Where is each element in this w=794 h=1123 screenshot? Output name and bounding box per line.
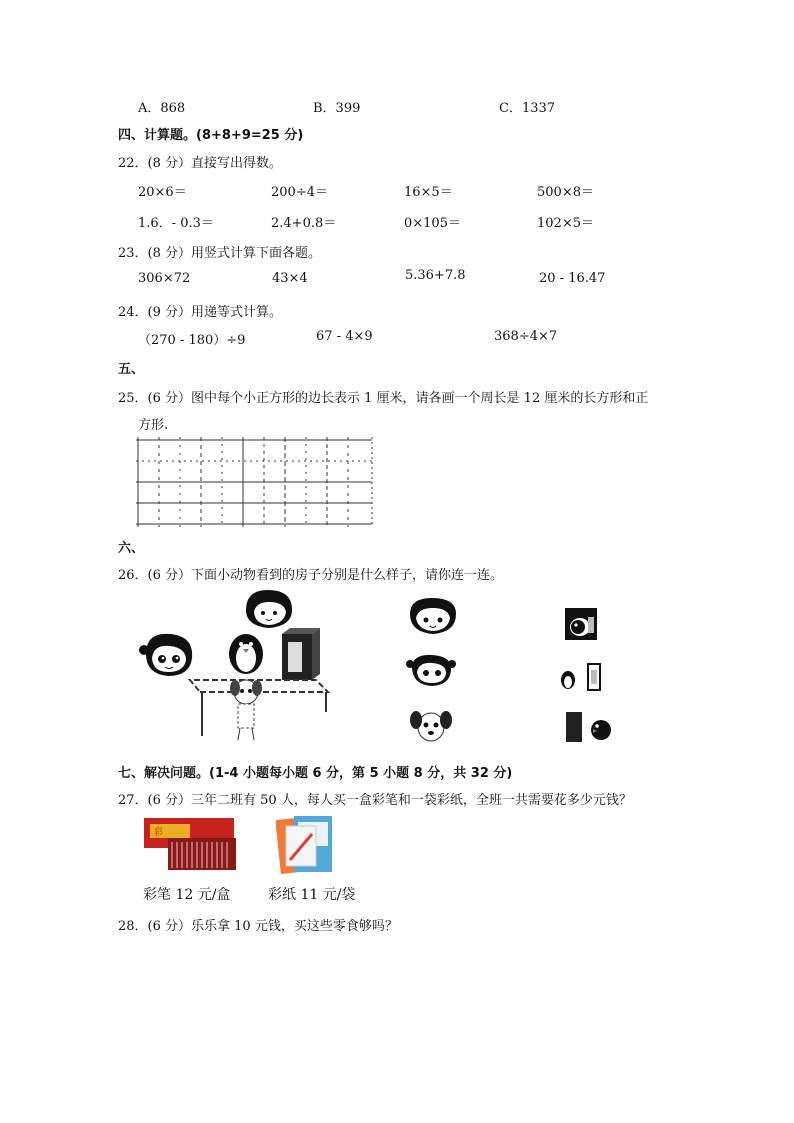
q22-item: 500×8＝ bbox=[537, 185, 594, 200]
q22-item: 20×6＝ bbox=[138, 185, 187, 200]
penguin-beside-house-view-icon bbox=[558, 662, 604, 692]
q24-item: （270 - 180）÷9 bbox=[138, 333, 246, 348]
q22-item: 16×5＝ bbox=[404, 185, 453, 200]
q22-item: 1.6．- 0.3＝ bbox=[138, 216, 214, 231]
penguin-icon bbox=[229, 634, 263, 674]
choice-b: B．399 bbox=[313, 101, 361, 116]
q22-stem: 22．(8 分）直接写出得数。 bbox=[118, 156, 283, 171]
girl-face-side-icon bbox=[139, 634, 192, 676]
dog-face-icon bbox=[409, 708, 453, 744]
girl-face-small-icon bbox=[406, 652, 456, 688]
choice-a: A．868 bbox=[138, 101, 186, 116]
q23-item: 306×72 bbox=[138, 271, 191, 286]
q24-item: 67 - 4×9 bbox=[316, 329, 373, 344]
animals-around-house-scene bbox=[138, 588, 338, 750]
svg-text:彩: 彩 bbox=[154, 828, 164, 838]
q22-item: 0×105＝ bbox=[404, 216, 461, 231]
girl-face-icon bbox=[246, 590, 292, 628]
house-with-penguin-view-icon bbox=[564, 607, 598, 641]
section-6-title: 六、 bbox=[118, 541, 145, 556]
section-7-title: 七、解决问题。(1-4 小题每小题 6 分，第 5 小题 8 分，共 32 分) bbox=[118, 766, 513, 781]
dog-icon bbox=[230, 680, 262, 740]
q28-stem: 28．(6 分）乐乐拿 10 元钱，买这些零食够吗？ bbox=[118, 919, 398, 934]
q24-stem: 24．(9 分）用递等式计算。 bbox=[118, 305, 283, 320]
q25-stem-line1: 25．(6 分）图中每个小正方形的边长表示 1 厘米，请各画一个周长是 12 厘米的长方形和正 bbox=[118, 391, 649, 406]
q26-stem: 26．(6 分）下面小动物看到的房子分别是什么样子，请你连一连。 bbox=[118, 568, 504, 583]
q23-item: 5.36+7.8 bbox=[405, 268, 466, 283]
paper-price-caption: 彩纸 11 元/袋 bbox=[268, 887, 356, 903]
q22-item: 2.4+0.8＝ bbox=[271, 216, 337, 231]
girl-face-front-icon bbox=[406, 596, 460, 636]
q22-item: 102×5＝ bbox=[537, 216, 594, 231]
q24-item: 368÷4×7 bbox=[494, 329, 558, 344]
colored-pen-box-icon bbox=[142, 814, 238, 872]
house-box-icon bbox=[282, 628, 320, 680]
colored-paper-bag-icon bbox=[276, 812, 338, 876]
choice-c: C．1337 bbox=[499, 101, 556, 116]
q22-item: 200÷4＝ bbox=[271, 185, 328, 200]
section-5-title: 五、 bbox=[118, 362, 145, 377]
section-4-title: 四、计算题。(8+8+9=25 分) bbox=[118, 128, 304, 143]
square-grid bbox=[136, 437, 376, 527]
q23-item: 20 - 16.47 bbox=[539, 271, 606, 286]
house-side-and-penguin-view-icon bbox=[565, 711, 615, 743]
pen-price-caption: 彩笔 12 元/盒 bbox=[143, 887, 231, 903]
q27-stem: 27．(6 分）三年二班有 50 人，每人买一盒彩笔和一袋彩纸，全班一共需要花多少元钱？ bbox=[118, 793, 632, 808]
q23-item: 43×4 bbox=[272, 271, 308, 286]
q23-stem: 23．(8 分）用竖式计算下面各题。 bbox=[118, 246, 322, 261]
q25-stem-line2: 方形. bbox=[138, 418, 169, 433]
